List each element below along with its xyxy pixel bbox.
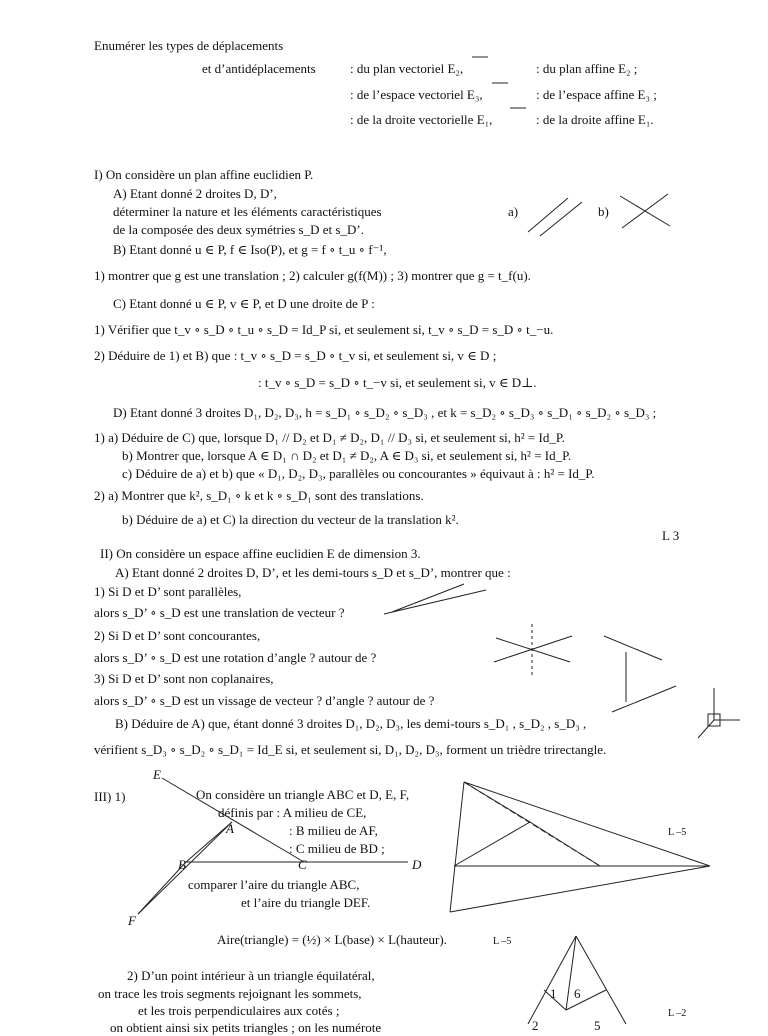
label-A: A [226,821,234,836]
intro-line-1: Enumérer les types de déplacements [94,38,284,53]
fig2-label-1: 1 [550,986,557,1001]
part3-line3: : B milieu de AF, [289,823,378,838]
part1-C-line3: 2) Déduire de 1) et B) que : t_v ∘ s_D = s_D ∘ t_v si, et seulement si, v ∈ D ; [94,348,497,363]
intro-vector-space: : de l’espace vectoriel E₃, [350,87,483,102]
part1-D-line2: 1) a) Déduire de C) que, lorsque D₁ // D₂ et D₁ ≠ D₂, D₁ // D₃ si, et seulement si, h² = Id_P. [94,430,565,445]
part2-q2-line2: alors s_D’ ∘ s_D est une rotation d’angle ? autour de ? [94,650,377,665]
part1-heading: I) On considère un plan affine euclidien P. [94,167,314,182]
figure-b-label: b) [598,204,609,219]
part3-line6: et l’aire du triangle DEF. [241,895,371,910]
part2-q2-line1: 2) Si D et D’ sont concourantes, [94,628,261,643]
area-formula-reference: L –5 [493,936,512,947]
trihedron-figure [698,688,740,738]
part3-q2-line2: on trace les trois segments rejoignant les sommets, [98,986,362,1001]
part1-A-line2: déterminer la nature et les éléments caractéristiques [113,204,382,219]
part1-C-line1: C) Etant donné u ∈ P, v ∈ P, et D une droite de P : [113,296,375,311]
label-F: F [128,913,136,928]
part1-C-line4: : t_v ∘ s_D = s_D ∘ t_−v si, et seulement si, v ∈ D⊥. [258,375,537,390]
intro-vector-plane: : du plan vectoriel E₂, [350,61,464,76]
part2-q1-line2: alors s_D’ ∘ s_D est une translation de vecteur ? [94,605,345,620]
intro-affine-line: : de la droite affine E₁. [536,112,654,127]
fig2-reference: L –2 [668,1008,687,1019]
intro-line-2-label: et d’antidéplacements [202,61,316,76]
part1-B-line2: 1) montrer que g est une translation ; 2) calculer g(f(M)) ; 3) montrer que g = t_f(u). [94,268,531,283]
part1-D-line6: b) Déduire de a) et C) la direction du vecteur de la translation k². [122,512,459,527]
fig2-label-5: 5 [594,1018,601,1033]
part3-line1: On considère un triangle ABC et D, E, F, [196,787,410,802]
part3-line5: comparer l’aire du triangle ABC, [188,877,360,892]
part1-C-line2: 1) Vérifier que t_v ∘ s_D ∘ t_u ∘ s_D = Id_P si, et seulement si, t_v ∘ s_D = s_D ∘ t_−u. [94,322,554,337]
concurrent-lines-figure [494,624,572,676]
equilateral-triangle-figure [528,936,626,1024]
parallel-lines-3d [384,584,486,614]
part3-line2: définis par : A milieu de CE, [218,805,367,820]
part1-reference: L 3 [662,528,680,543]
skew-lines-figure [604,636,676,712]
intro-affine-plane: : du plan affine E₂ ; [536,61,638,76]
part1-D-line3: b) Montrer que, lorsque A ∈ D₁ ∩ D₂ et D₁ ≠ D₂, A ∈ D₃ si, et seulement si, h² = Id_P. [122,448,572,463]
part3-heading: III) 1) [94,789,126,804]
part1-D-line5: 2) a) Montrer que k², s_D₁ ∘ k et k ∘ s_D₁ sont des translations. [94,488,424,503]
figure-b-crossing-lines [620,194,670,228]
label-C: C [298,857,307,872]
part2-q1-line1: 1) Si D et D’ sont parallèles, [94,584,242,599]
part1-D-line1: D) Etant donné 3 droites D₁, D₂, D₃, h = s_D₁ ∘ s_D₂ ∘ s_D₃ , et k = s_D₂ ∘ s_D₃ ∘ s_D₁ ∘ s_D₂ ∘ s_D₃ ; [113,405,657,420]
part1-B-line1: B) Etant donné u ∈ P, f ∈ Iso(P), et g = f ∘ t_u ∘ f⁻¹, [113,242,387,257]
triangle-def-figure [450,782,710,912]
part2-B-line1: B) Déduire de A) que, étant donné 3 droites D₁, D₂, D₃, les demi-tours s_D₁ , s_D₂ , s_D₃ , [115,716,587,731]
part2-q3-line1: 3) Si D et D’ sont non coplanaires, [94,671,274,686]
label-E: E [153,767,161,782]
part1-D-line4: c) Déduire de a) et b) que « D₁, D₂, D₃, parallèles ou concourantes » équivaut à : h² = Id_P. [122,466,595,481]
part3-q2-line3: et les trois perpendiculaires aux cotés ; [138,1003,340,1018]
area-formula: Aire(triangle) = (½) × L(base) × L(hauteur). [217,932,447,947]
part2-q3-line2: alors s_D’ ∘ s_D est un vissage de vecteur ? d’angle ? autour de ? [94,693,435,708]
part2-A-line1: A) Etant donné 2 droites D, D’, et les demi-tours s_D et s_D’, montrer que : [115,565,511,580]
label-B: B [178,857,186,872]
part2-B-line2: vérifient s_D₃ ∘ s_D₂ ∘ s_D₁ = Id_E si, et seulement si, D₁, D₂, D₃, forment un trièdre trirectangle. [94,742,607,757]
fig2-label-6: 6 [574,986,581,1001]
figure-a-label: a) [508,204,519,219]
figure-a-parallel-lines [528,198,582,236]
intro-vector-line: : de la droite vectorielle E₁, [350,112,493,127]
part3-line4: : C milieu de BD ; [289,841,385,856]
triangle-abc-figure [138,778,408,914]
fig2-label-2: 2 [532,1018,539,1033]
part3-q2-line4: on obtient ainsi six petits triangles ; on les numérote [110,1020,382,1035]
part1-A-line3: de la composée des deux symétries s_D et s_D’. [113,222,364,237]
part3-q2-line1: 2) D’un point intérieur à un triangle équilatéral, [127,968,375,983]
label-D: D [412,857,422,872]
figure-reference: L –5 [668,827,687,838]
intro-affine-space: : de l’espace affine E₃ ; [536,87,657,102]
part1-A-line1: A) Etant donné 2 droites D, D’, [113,186,277,201]
part2-heading: II) On considère un espace affine euclidien E de dimension 3. [100,546,421,561]
